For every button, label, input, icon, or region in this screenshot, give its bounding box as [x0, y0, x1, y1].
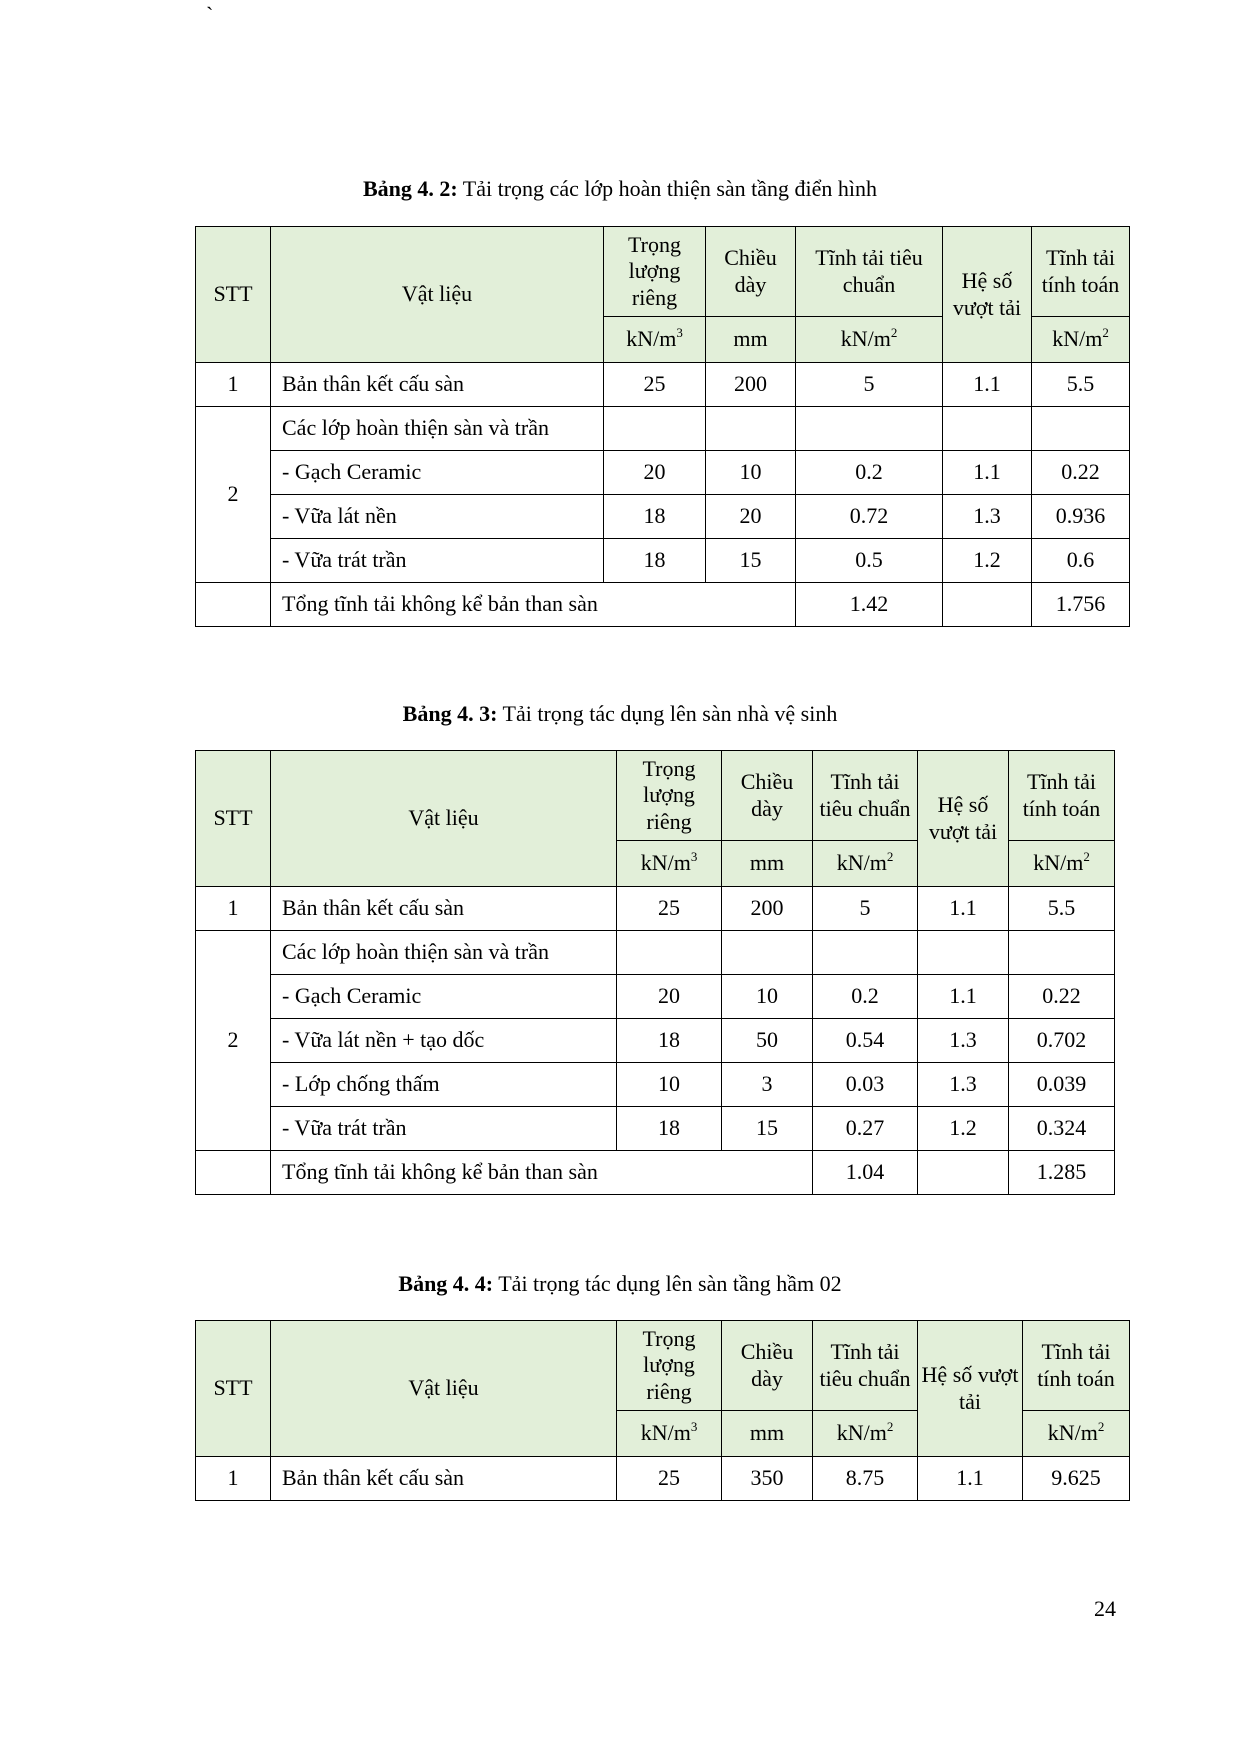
- unit-weight: $kN/m^3$: [604, 317, 706, 363]
- cell-thickness: 350: [722, 1457, 813, 1501]
- cell-factor: 1.1: [943, 363, 1032, 407]
- cell-standard: 0.2: [796, 451, 943, 495]
- cell-thickness: 20: [706, 495, 796, 539]
- total-design: 1.756: [1032, 583, 1130, 627]
- cell-empty: [813, 931, 918, 975]
- cell-standard: 0.72: [796, 495, 943, 539]
- unit-weight: $kN/m^3$: [617, 1411, 722, 1457]
- cell-standard: 5: [796, 363, 943, 407]
- cell-design: 5.5: [1032, 363, 1130, 407]
- table-row: [196, 539, 1130, 583]
- header-weight: Trọng lượng riêng: [617, 1321, 722, 1411]
- table-caption: [0, 1271, 1240, 1297]
- cell-weight: 20: [617, 975, 722, 1019]
- cell-design: 9.625: [1023, 1457, 1130, 1501]
- caption-label: Bảng 4. 4:: [398, 1271, 494, 1296]
- cell-design: 0.324: [1009, 1107, 1115, 1151]
- header-row: [196, 1321, 1130, 1411]
- header-material: Vật liệu: [271, 227, 604, 363]
- total-standard: 1.42: [796, 583, 943, 627]
- cell-stt: 2: [196, 407, 271, 583]
- cell-weight: 18: [604, 495, 706, 539]
- cell-factor: 1.3: [918, 1063, 1009, 1107]
- table-row: [196, 887, 1115, 931]
- cell-material: - Vữa trát trần: [271, 1107, 617, 1151]
- header-weight: Trọng lượng riêng: [617, 751, 722, 841]
- cell-weight: 18: [604, 539, 706, 583]
- header-material: Vật liệu: [271, 1321, 617, 1457]
- header-design-load: Tĩnh tải tính toán: [1009, 751, 1115, 841]
- load-table: [195, 1320, 1130, 1501]
- cell-standard: 0.03: [813, 1063, 918, 1107]
- caption-text: Tải trọng các lớp hoàn thiện sàn tầng điển hình: [457, 176, 878, 201]
- table-row: [196, 1457, 1130, 1501]
- cell-material: - Gạch Ceramic: [271, 975, 617, 1019]
- cell-material: Bản thân kết cấu sàn: [271, 363, 604, 407]
- header-design-load: Tĩnh tải tính toán: [1032, 227, 1130, 317]
- header-thickness: Chiều dày: [722, 1321, 813, 1411]
- cell-material: Các lớp hoàn thiện sàn và trần: [271, 407, 604, 451]
- cell-standard: 0.27: [813, 1107, 918, 1151]
- header-weight: Trọng lượng riêng: [604, 227, 706, 317]
- table-caption: [0, 176, 1240, 202]
- cell-empty: [943, 407, 1032, 451]
- unit-thickness: mm: [706, 317, 796, 363]
- cell-factor: 1.3: [943, 495, 1032, 539]
- cell-empty: [722, 931, 813, 975]
- cell-thickness: 50: [722, 1019, 813, 1063]
- cell-empty: [796, 407, 943, 451]
- header-row: [196, 751, 1115, 841]
- cell-factor: 1.2: [918, 1107, 1009, 1151]
- unit-standard: $kN/m^2$: [813, 1411, 918, 1457]
- table-caption: [0, 701, 1240, 727]
- cell-thickness: 200: [722, 887, 813, 931]
- cell-weight: 18: [617, 1019, 722, 1063]
- header-standard-load: Tĩnh tải tiêu chuẩn: [813, 751, 918, 841]
- cell-weight: 18: [617, 1107, 722, 1151]
- unit-design: $kN/m^2$: [1032, 317, 1130, 363]
- load-table: [195, 226, 1130, 627]
- cell-empty: [604, 407, 706, 451]
- page-mark: `: [206, 2, 214, 27]
- header-load-factor: Hệ số vượt tải: [943, 227, 1032, 363]
- cell-material: - Vữa lát nền: [271, 495, 604, 539]
- cell-thickness: 15: [706, 539, 796, 583]
- header-design-load: Tĩnh tải tính toán: [1023, 1321, 1130, 1411]
- cell-thickness: 15: [722, 1107, 813, 1151]
- caption-label: Bảng 4. 2:: [362, 176, 458, 201]
- unit-standard: $kN/m^2$: [813, 841, 918, 887]
- cell-standard: 0.5: [796, 539, 943, 583]
- cell-weight: 20: [604, 451, 706, 495]
- header-thickness: Chiều dày: [706, 227, 796, 317]
- cell-design: 0.6: [1032, 539, 1130, 583]
- cell-thickness: 10: [722, 975, 813, 1019]
- cell-material: Các lớp hoàn thiện sàn và trần: [271, 931, 617, 975]
- load-table: [195, 750, 1115, 1195]
- table-row: [196, 363, 1130, 407]
- cell-stt: 1: [196, 363, 271, 407]
- cell-material: Bản thân kết cấu sàn: [271, 887, 617, 931]
- table-row: [196, 407, 1130, 451]
- header-standard-load: Tĩnh tải tiêu chuẩn: [813, 1321, 918, 1411]
- cell-material: - Lớp chống thấm: [271, 1063, 617, 1107]
- cell-thickness: 3: [722, 1063, 813, 1107]
- cell-stt: 2: [196, 931, 271, 1151]
- cell-weight: 25: [617, 1457, 722, 1501]
- cell-factor: 1.1: [918, 887, 1009, 931]
- cell-design: 0.702: [1009, 1019, 1115, 1063]
- cell-design: 0.22: [1009, 975, 1115, 1019]
- unit-thickness: mm: [722, 1411, 813, 1457]
- cell-standard: 0.54: [813, 1019, 918, 1063]
- total-label: Tổng tĩnh tải không kể bản than sàn: [271, 1151, 813, 1195]
- caption-text: Tải trọng tác dụng lên sàn nhà vệ sinh: [497, 701, 838, 726]
- cell-thickness: 200: [706, 363, 796, 407]
- header-thickness: Chiều dày: [722, 751, 813, 841]
- header-stt: STT: [196, 751, 271, 887]
- table-row: [196, 495, 1130, 539]
- cell-factor: 1.2: [943, 539, 1032, 583]
- unit-standard: $kN/m^2$: [796, 317, 943, 363]
- cell-factor: 1.1: [918, 975, 1009, 1019]
- caption-label: Bảng 4. 3:: [402, 701, 498, 726]
- table-row: [196, 931, 1115, 975]
- unit-design: $kN/m^2$: [1023, 1411, 1130, 1457]
- table-row: [196, 1107, 1115, 1151]
- cell-design: 5.5: [1009, 887, 1115, 931]
- total-design: 1.285: [1009, 1151, 1115, 1195]
- cell-empty: [918, 931, 1009, 975]
- cell-weight: 25: [604, 363, 706, 407]
- cell-empty: [617, 931, 722, 975]
- cell-empty: [1032, 407, 1130, 451]
- total-label: Tổng tĩnh tải không kể bản than sàn: [271, 583, 796, 627]
- cell-empty: [918, 1151, 1009, 1195]
- header-load-factor: Hệ số vượt tải: [918, 1321, 1023, 1457]
- cell-material: - Vữa lát nền + tạo dốc: [271, 1019, 617, 1063]
- cell-stt: 1: [196, 1457, 271, 1501]
- cell-design: 0.936: [1032, 495, 1130, 539]
- cell-factor: 1.1: [943, 451, 1032, 495]
- cell-empty: [196, 583, 271, 627]
- cell-empty: [706, 407, 796, 451]
- cell-empty: [196, 1151, 271, 1195]
- cell-weight: 25: [617, 887, 722, 931]
- cell-standard: 8.75: [813, 1457, 918, 1501]
- total-row: [196, 583, 1130, 627]
- table-row: [196, 975, 1115, 1019]
- cell-standard: 5: [813, 887, 918, 931]
- cell-material: Bản thân kết cấu sàn: [271, 1457, 617, 1501]
- header-load-factor: Hệ số vượt tải: [918, 751, 1009, 887]
- cell-empty: [1009, 931, 1115, 975]
- cell-weight: 10: [617, 1063, 722, 1107]
- header-standard-load: Tĩnh tải tiêu chuẩn: [796, 227, 943, 317]
- header-stt: STT: [196, 1321, 271, 1457]
- table-row: [196, 1019, 1115, 1063]
- cell-standard: 0.2: [813, 975, 918, 1019]
- caption-text: Tải trọng tác dụng lên sàn tầng hầm 02: [493, 1271, 842, 1296]
- cell-factor: 1.1: [918, 1457, 1023, 1501]
- unit-thickness: mm: [722, 841, 813, 887]
- cell-material: - Gạch Ceramic: [271, 451, 604, 495]
- cell-material: - Vữa trát trần: [271, 539, 604, 583]
- table-row: [196, 1063, 1115, 1107]
- cell-thickness: 10: [706, 451, 796, 495]
- cell-design: 0.039: [1009, 1063, 1115, 1107]
- cell-design: 0.22: [1032, 451, 1130, 495]
- page-number: 24: [1094, 1596, 1116, 1621]
- total-row: [196, 1151, 1115, 1195]
- unit-design: $kN/m^2$: [1009, 841, 1115, 887]
- unit-weight: $kN/m^3$: [617, 841, 722, 887]
- header-material: Vật liệu: [271, 751, 617, 887]
- header-stt: STT: [196, 227, 271, 363]
- header-row: [196, 227, 1130, 317]
- cell-stt: 1: [196, 887, 271, 931]
- cell-empty: [943, 583, 1032, 627]
- total-standard: 1.04: [813, 1151, 918, 1195]
- table-row: [196, 451, 1130, 495]
- cell-factor: 1.3: [918, 1019, 1009, 1063]
